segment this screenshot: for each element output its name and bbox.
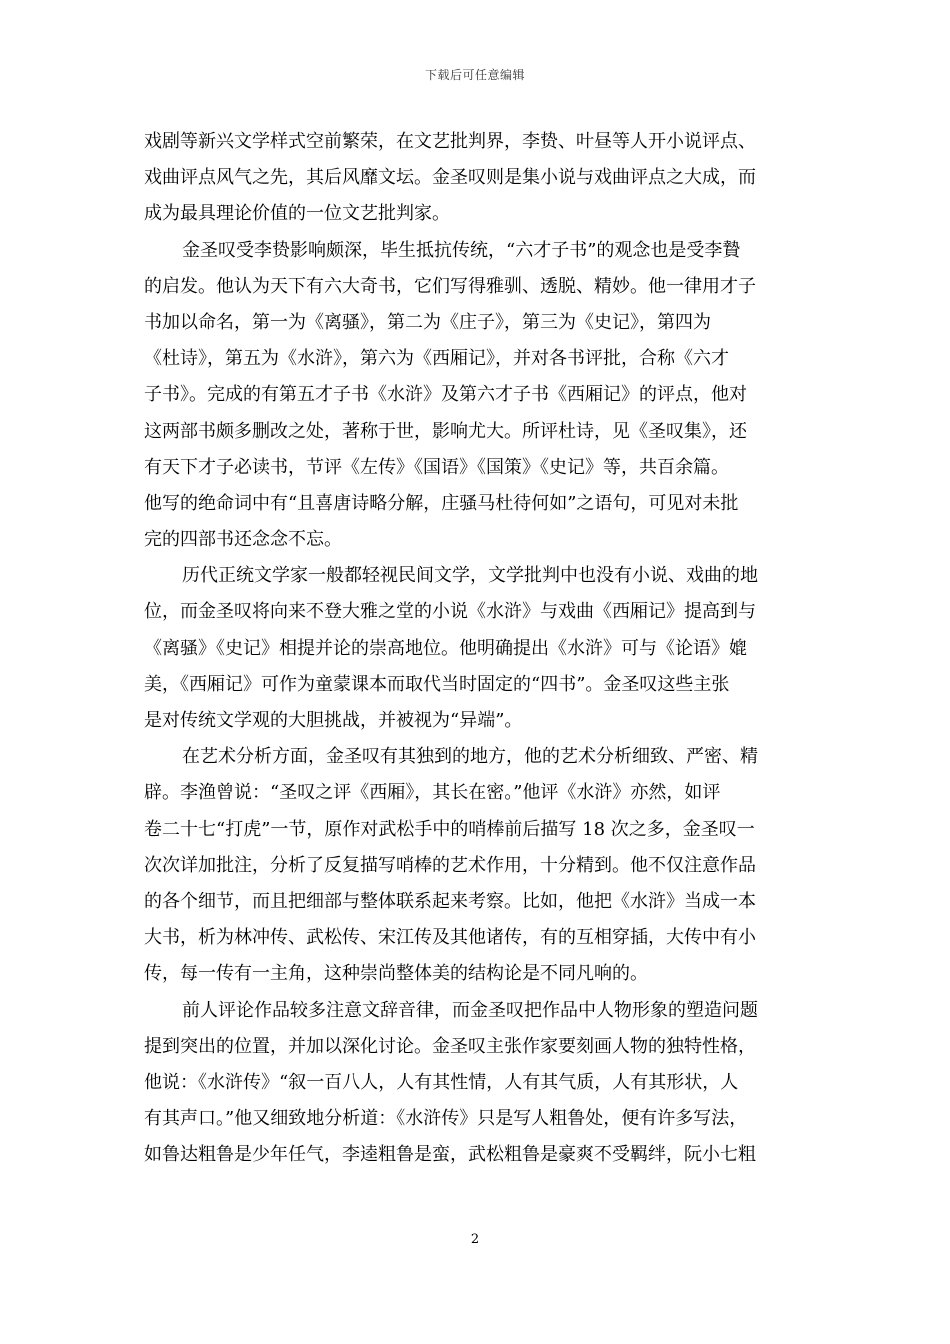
text-line: 书加以命名，第一为《离骚》，第二为《庄子》，第三为《史记》，第四为: [144, 311, 711, 333]
paragraph-1: [144, 124, 806, 233]
text-line: 美，《西厢记》可作为童蒙课本而取代当时固定的“四书”。金圣叹这些主张: [144, 673, 730, 695]
document-body: [144, 124, 806, 1173]
text-line: 前人评论作品较多注意文辞音律，而金圣叹把作品中人物形象的塑造问题: [182, 999, 758, 1021]
text-line: 位，而金圣叹将向来不登大雅之堂的小说《水浒》与戏曲《西厢记》提高到与: [144, 601, 756, 623]
paragraph-4: [144, 739, 806, 992]
text-line: 戏曲评点风气之先，其后风靡文坛。金圣叹则是集小说与戏曲评点之大成，而: [144, 167, 756, 189]
text-line: 传，每一传有一主角，这种崇尚整体美的结构论是不同凡响的。: [144, 963, 648, 985]
text-line: 成为最具理论价值的一位文艺批判家。: [144, 203, 450, 225]
text-line: 他说：《水浒传》“叙一百八人，人有其性情，人有其气质，人有其形状，人: [144, 1071, 739, 1093]
text-line: 子书》。完成的有第五才子书《水浒》及第六才子书《西厢记》的评点，他对: [144, 384, 747, 406]
text-line: 在艺术分析方面，金圣叹有其独到的地方，他的艺术分析细致、严密、精: [182, 746, 758, 768]
text-line: 完的四部书还念念不忘。: [144, 529, 342, 551]
text-line: 卷二十七“打虎”一节，原作对武松手中的哨棒前后描写 18 次之多，金圣叹一: [144, 818, 755, 840]
paragraph-5: [144, 993, 806, 1174]
text-line: 辟。李渔曾说：“圣叹之评《西厢》，其长在密。”他评《水浒》亦然，如评: [144, 782, 721, 804]
paragraph-3: [144, 558, 806, 739]
page-header: 下载后可任意编辑: [424, 68, 525, 82]
text-line: 他写的绝命词中有“且喜唐诗略分解，庄骚马杜待何如”之语句，可见对未批: [144, 492, 739, 514]
text-line: 的各个细节，而且把细部与整体联系起来考察。比如，他把《水浒》当成一本: [144, 890, 756, 912]
paragraph-2: [144, 233, 806, 559]
text-line: 历代正统文学家一般都轻视民间文学，文学批判中也没有小说、戏曲的地: [182, 565, 758, 587]
text-line: 的启发。他认为天下有六大奇书，它们写得雅驯、透脱、精妙。他一律用才子: [144, 275, 756, 297]
text-line: 有其声口。”他又细致地分析道：《水浒传》只是写人粗鲁处，便有许多写法，: [144, 1108, 748, 1130]
text-line: 次次详加批注，分析了反复描写哨棒的艺术作用，十分精到。他不仅注意作品: [144, 854, 756, 876]
text-line: 戏剧等新兴文学样式空前繁荣，在文艺批判界，李贽、叶昼等人开小说评点、: [144, 131, 756, 152]
text-line: 《离骚》《史记》相提并论的崇高地位。他明确提出《水浒》可与《论语》媲: [144, 637, 747, 659]
page-number: 2: [470, 1232, 480, 1247]
text-line: 有天下才子必读书，节评《左传》《国语》《国策》《史记》等，共百余篇。: [144, 456, 729, 478]
text-line: 《杜诗》，第五为《水浒》，第六为《西厢记》，并对各书评批，合称《六才: [144, 348, 729, 370]
text-line: 如鲁达粗鲁是少年任气，李逵粗鲁是蛮，武松粗鲁是豪爽不受羁绊，阮小七粗: [144, 1144, 756, 1166]
text-line: 提到突出的位置，并加以深化讨论。金圣叹主张作家要刻画人物的独特性格，: [144, 1035, 756, 1057]
text-line: 这两部书颇多删改之处，著称于世，影响尤大。所评杜诗，见《圣叹集》，还: [144, 420, 747, 442]
text-line: 金圣叹受李贽影响颇深，毕生抵抗传统，“六才子书”的观念也是受李贄: [182, 239, 741, 261]
text-line: 大书，析为林冲传、武松传、宋江传及其他诸传，有的互相穿插，大传中有小: [144, 927, 756, 949]
text-line: 是对传统文学观的大胆挑战，并被视为“异端”。: [144, 710, 523, 731]
